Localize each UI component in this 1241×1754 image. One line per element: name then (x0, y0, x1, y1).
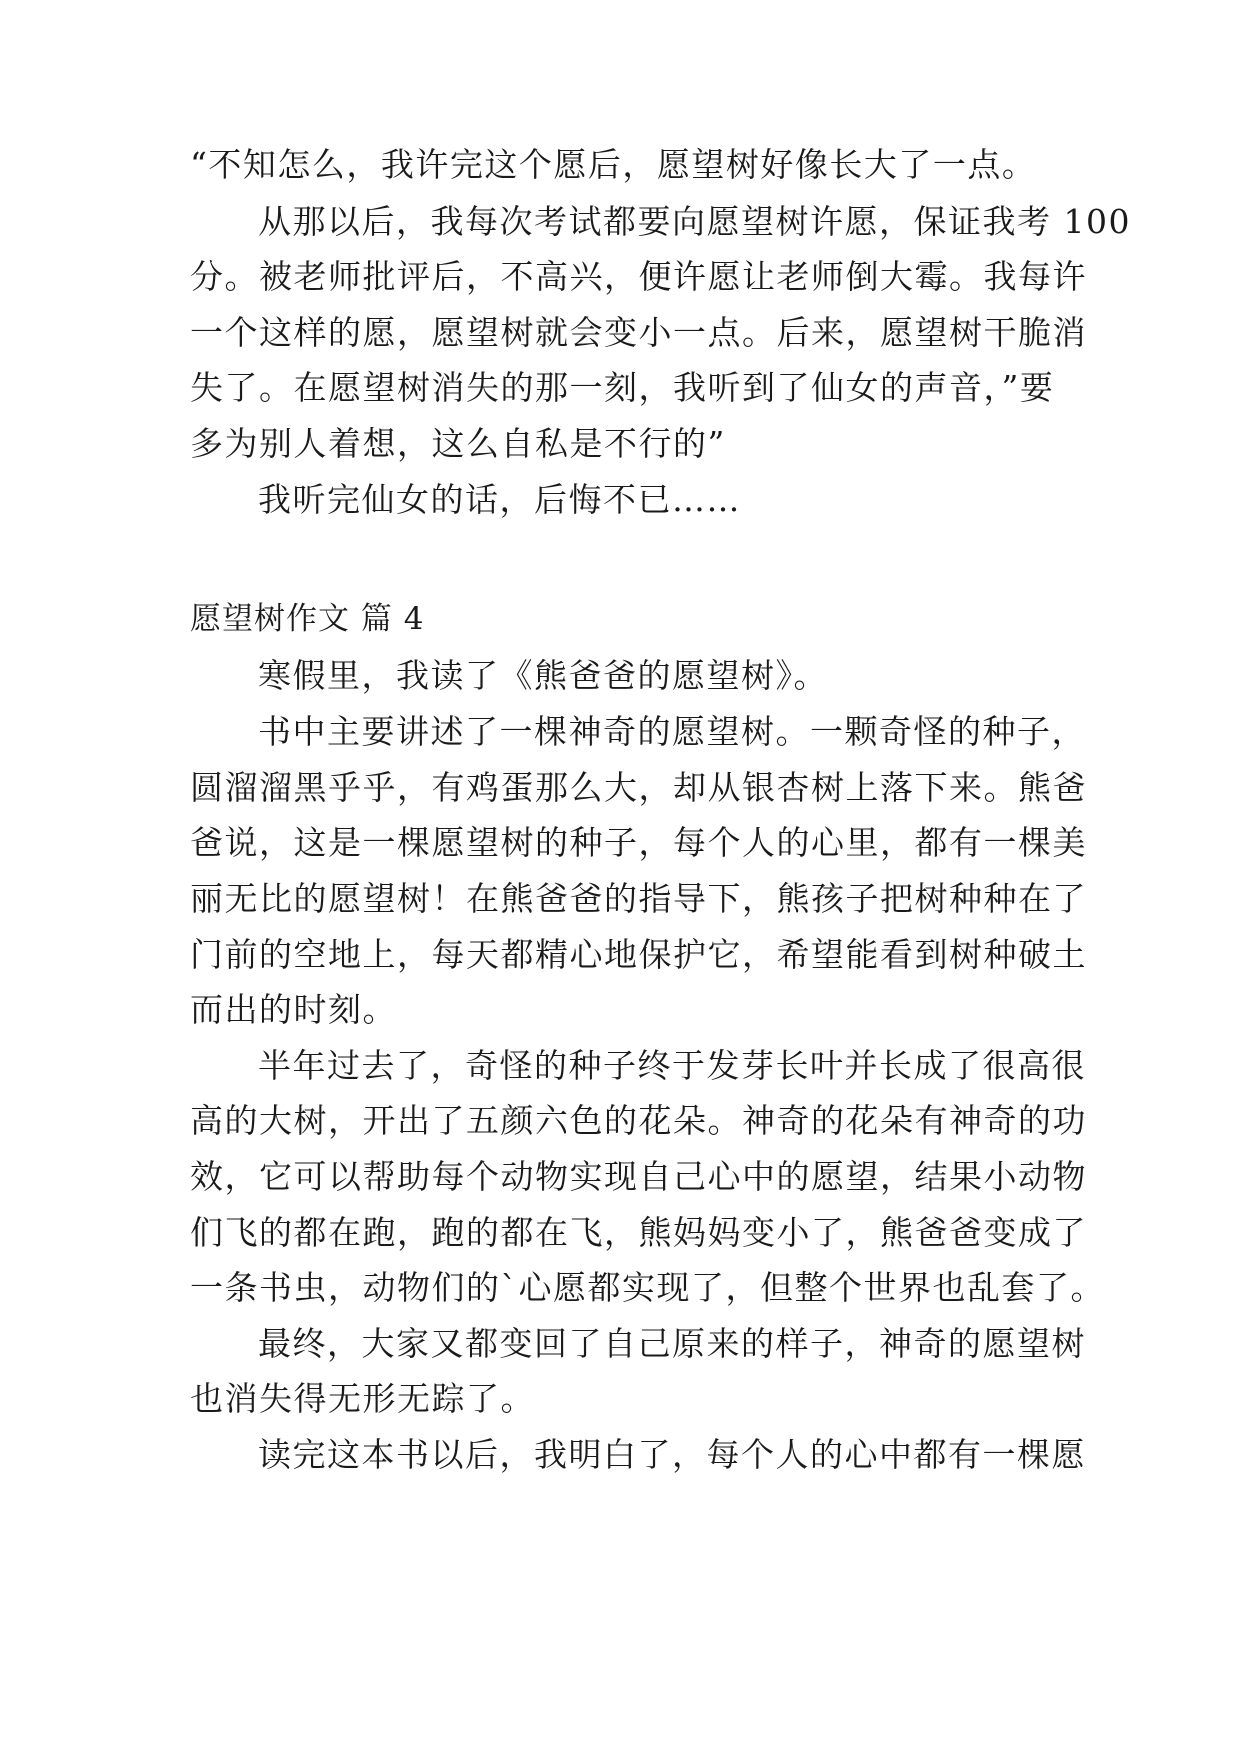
text-line: 圆溜溜黑乎乎，有鸡蛋那么大，却从银杏树上落下来。熊爸 (190, 768, 1087, 807)
text-line: 爸说，这是一棵愿望树的种子，每个人的心里，都有一棵美 (190, 823, 1087, 862)
text-line: 我听完仙女的话，后悔不已…… (258, 480, 741, 519)
text-line: 半年过去了，奇怪的种子终于发芽长叶并长成了很高很 (258, 1046, 1086, 1085)
text-line: 分。被老师批评后，不高兴，便许愿让老师倒大霉。我每许 (190, 257, 1087, 296)
text-line: 丽无比的愿望树！在熊爸爸的指导下，熊孩子把树种种在了 (190, 879, 1087, 918)
text-line: 读完这本书以后，我明白了，每个人的心中都有一棵愿 (258, 1435, 1086, 1474)
text-line: 一个这样的愿，愿望树就会变小一点。后来，愿望树干脆消 (190, 313, 1087, 352)
text-line: 从那以后，我每次考试都要向愿望树许愿，保证我考 100 (258, 202, 1131, 241)
text-line: 一条书虫，动物们的`心愿都实现了，但整个世界也乱套了。 (190, 1268, 1105, 1307)
text-line: 效，它可以帮助每个动物实现自己心中的愿望，结果小动物 (190, 1157, 1087, 1196)
text-line: 寒假里，我读了《熊爸爸的愿望树》。 (258, 656, 828, 695)
text-line: 高的大树，开出了五颜六色的花朵。神奇的花朵有神奇的功 (190, 1101, 1087, 1140)
text-line: 门前的空地上，每天都精心地保护它，希望能看到树种破土 (190, 935, 1087, 974)
text-line: 们飞的都在跑，跑的都在飞，熊妈妈变小了，熊爸爸变成了 (190, 1213, 1087, 1252)
text-line: 多为别人着想，这么自私是不行的” (190, 424, 726, 463)
text-line: “不知怎么，我许完这个愿后，愿望树好像长大了一点。 (190, 145, 1037, 184)
text-line: 书中主要讲述了一棵神奇的愿望树。一颗奇怪的种子， (258, 712, 1086, 751)
text-line: 也消失得无形无踪了。 (190, 1379, 535, 1418)
text-line: 而出的时刻。 (190, 990, 397, 1029)
text-line: 失了。在愿望树消失的那一刻，我听到了仙女的声音，”要 (190, 368, 1055, 407)
text-line: 最终，大家又都变回了自己原来的样子，神奇的愿望树 (258, 1324, 1086, 1363)
section-heading: 愿望树作文 篇 4 (190, 601, 425, 637)
